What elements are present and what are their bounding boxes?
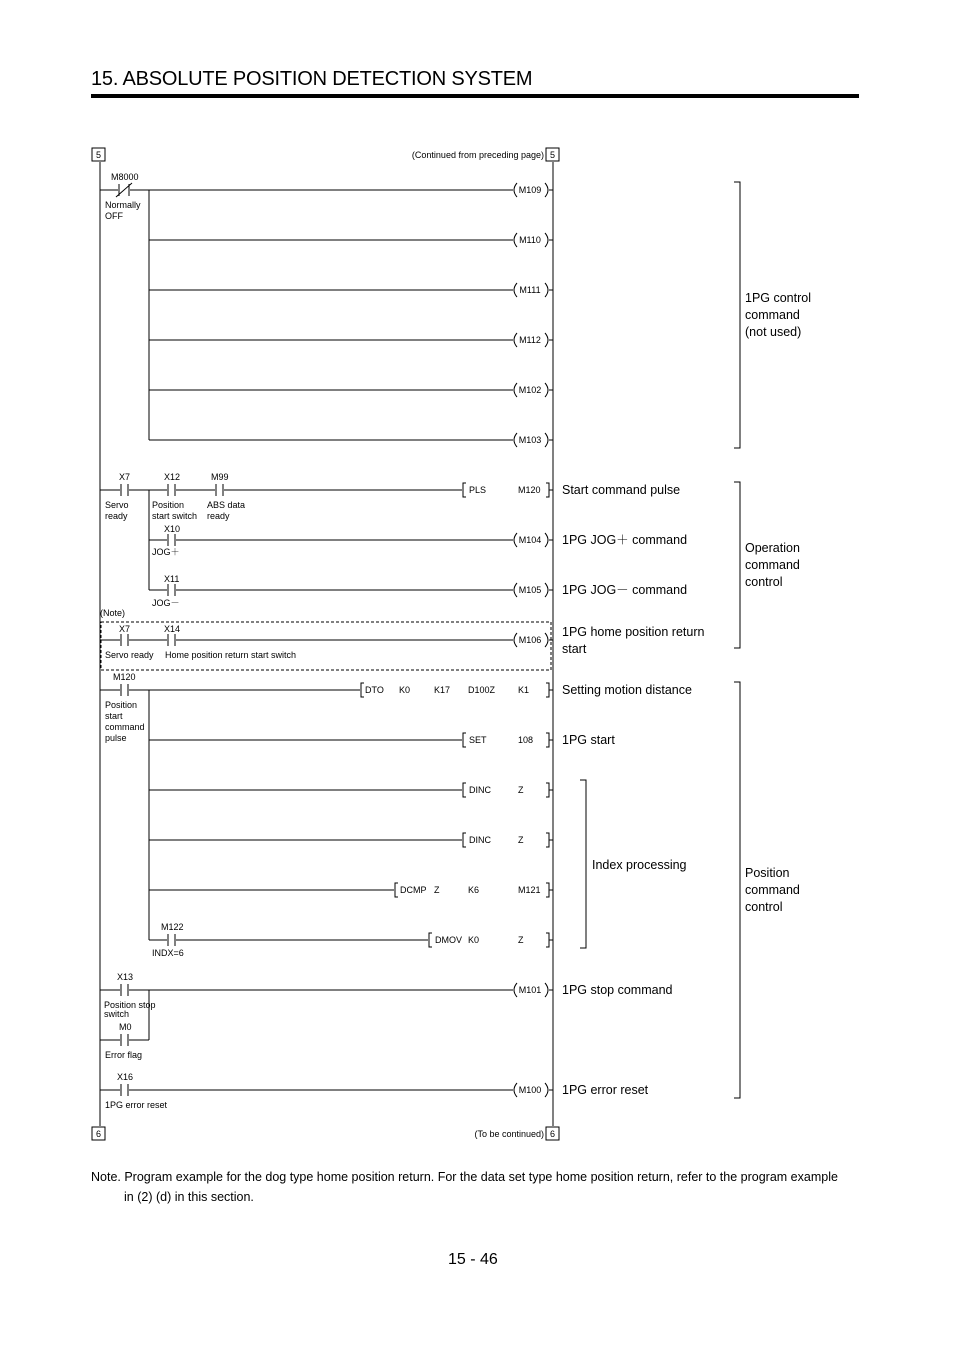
instr-bracket [463, 733, 466, 747]
group-label: control [745, 900, 783, 914]
label-m8000: M8000 [111, 172, 139, 182]
instr-dinc: DINC [469, 835, 491, 845]
note-line: in (2) (d) in this section. [124, 1190, 254, 1204]
continued-caption: (Continued from preceding page) [411, 150, 544, 160]
group-label: 1PG control [745, 291, 812, 305]
instr-dinc-arg: Z [518, 835, 524, 845]
connector-bottom-left: 6 [96, 1129, 102, 1139]
instr-dmov-arg: Z [518, 935, 524, 945]
note-paragraph [91, 1167, 871, 1207]
caption-x7: Servo [105, 500, 129, 510]
caption-m120: Position [105, 700, 138, 710]
group-label: command [745, 308, 800, 322]
comment-jog-minus: 1PG JOG－ command [562, 583, 688, 597]
instr-dinc-arg: Z [518, 785, 524, 795]
contact-x11 [168, 584, 175, 596]
connector-top-left: 5 [96, 150, 102, 160]
caption-m99: ready [207, 511, 230, 521]
coil-m100: M100 [518, 1085, 542, 1095]
comment-stop: 1PG stop command [562, 983, 673, 997]
coil-m102: M102 [518, 385, 542, 395]
comment-start-pulse: Start command pulse [562, 483, 681, 497]
connector-bottom-right: 6 [550, 1129, 556, 1139]
contact-m120 [121, 684, 128, 696]
comment-pg-start: 1PG start [562, 733, 615, 747]
to-be-continued-caption: (To be continued) [474, 1129, 544, 1139]
caption-x10: JOG＋ [152, 547, 180, 557]
label-x14: X14 [164, 624, 181, 634]
group-label: Position [745, 866, 790, 880]
instr-dto-arg: D100Z [468, 685, 496, 695]
page-title: 15. ABSOLUTE POSITION DETECTION SYSTEM [91, 68, 533, 90]
connector-top-right: 5 [550, 150, 556, 160]
instr-dcmp: DCMP [400, 885, 427, 895]
note-line: Note. Program example for the dog type home position return. For the data set type home position return, refer to the program example [91, 1170, 838, 1184]
coil-m101: M101 [518, 985, 542, 995]
instr-pls: PLS [469, 485, 487, 495]
label-x7-note: X7 [119, 624, 131, 634]
comment-motion: Setting motion distance [562, 683, 692, 697]
label-x12: X12 [164, 472, 181, 482]
contact-x7-note [121, 634, 128, 646]
contact-x10 [168, 534, 175, 546]
contact-x14 [168, 634, 175, 646]
caption-m99: ABS data [207, 500, 246, 510]
caption-m8000: OFF [105, 211, 123, 221]
group-label: (not used) [745, 325, 802, 339]
caption-m120: command [105, 722, 145, 732]
note-label: (Note) [100, 608, 126, 618]
coil-m106: M106 [518, 635, 542, 645]
instr-dcmp-arg: K6 [468, 885, 480, 895]
contact-m0 [121, 1034, 128, 1046]
label-m122: M122 [161, 922, 184, 932]
label-x13: X13 [117, 972, 134, 982]
instr-dcmp-arg: Z [434, 885, 440, 895]
instr-bracket [361, 683, 364, 697]
contact-m122 [168, 934, 175, 946]
label-m0: M0 [119, 1022, 132, 1032]
group-label: command [745, 883, 800, 897]
instr-bracket [546, 483, 549, 497]
instr-bracket [546, 783, 549, 797]
label-x11: X11 [164, 574, 180, 584]
caption-x7: ready [105, 511, 128, 521]
instr-dcmp-arg: M121 [518, 885, 541, 895]
comment-home: start [562, 642, 587, 656]
label-x16: X16 [117, 1072, 134, 1082]
label-m99: M99 [211, 472, 229, 482]
coil-m109: M109 [518, 185, 542, 195]
coil-m103: M103 [518, 435, 542, 445]
contact-x16 [121, 1084, 128, 1096]
caption-x12: start switch [152, 511, 198, 521]
instr-bracket [546, 683, 549, 697]
caption-x13: switch [104, 1009, 130, 1019]
caption-x13: Position stop [104, 1000, 156, 1010]
comment-jog-plus: 1PG JOG＋ command [562, 533, 688, 547]
instr-bracket [463, 833, 466, 847]
instr-dinc: DINC [469, 785, 491, 795]
caption-m120: pulse [105, 733, 127, 743]
coil-m111: M111 [519, 285, 541, 295]
caption-m8000: Normally [105, 200, 141, 210]
contact-x13 [121, 984, 128, 996]
caption-x7-note: Servo ready [105, 650, 154, 660]
caption-m120: start [105, 711, 123, 721]
comment-index: Index processing [592, 858, 687, 872]
label-m120: M120 [113, 672, 136, 682]
instr-set: SET [469, 735, 487, 745]
instr-pls-arg: M120 [518, 485, 541, 495]
comment-home: 1PG home position return [562, 625, 705, 639]
contact-x12 [168, 484, 175, 496]
caption-x14: Home position return start switch [165, 650, 297, 660]
instr-bracket [429, 933, 432, 947]
instr-set-arg: 108 [518, 735, 534, 745]
coil-m104: M104 [518, 535, 542, 545]
instr-dmov: DMOV [435, 935, 462, 945]
group-label: command [745, 558, 800, 572]
caption-m122: INDX=6 [152, 948, 184, 958]
coil-m112: M112 [519, 335, 541, 345]
instr-bracket [546, 933, 549, 947]
instr-bracket [546, 883, 549, 897]
instr-bracket [395, 883, 398, 897]
comment-reset: 1PG error reset [562, 1083, 649, 1097]
instr-bracket [546, 833, 549, 847]
instr-dto: DTO [365, 685, 384, 695]
coil-m110: M110 [519, 235, 541, 245]
group-label: Operation [745, 541, 800, 555]
instr-dto-arg: K0 [399, 685, 411, 695]
instr-bracket [463, 783, 466, 797]
caption-x16: 1PG error reset [105, 1100, 168, 1110]
contact-m99 [216, 484, 223, 496]
page-number: 15 - 46 [448, 1251, 498, 1268]
contact-x7 [121, 484, 128, 496]
contact-m8000 [116, 183, 132, 197]
label-x10: X10 [164, 524, 181, 534]
instr-dto-arg: K17 [434, 685, 451, 695]
group-label: control [745, 575, 783, 589]
instr-bracket [463, 483, 466, 497]
instr-bracket [546, 733, 549, 747]
caption-x12: Position [152, 500, 185, 510]
coil-m105: M105 [518, 585, 542, 595]
instr-dmov-arg: K0 [468, 935, 480, 945]
label-x7: X7 [119, 472, 131, 482]
caption-x11: JOG－ [152, 598, 180, 608]
caption-m0: Error flag [105, 1050, 143, 1060]
instr-dto-arg: K1 [518, 685, 530, 695]
